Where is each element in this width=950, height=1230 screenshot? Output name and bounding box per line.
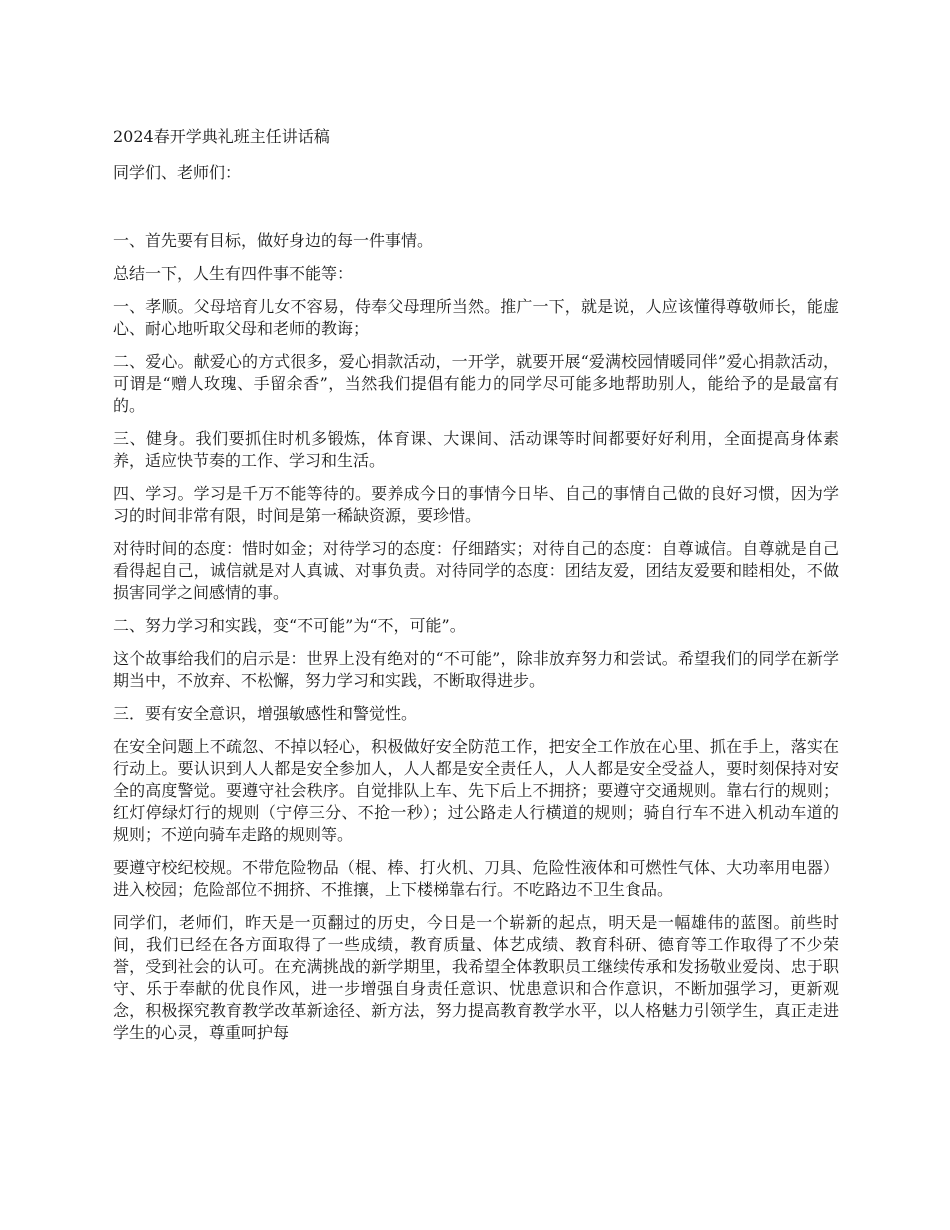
paragraph-closing: 同学们，老师们，昨天是一页翻过的历史，今日是一个崭新的起点，明天是一幅雄伟的蓝图。前些时间，我们已经在各方面取得了一些成绩，教育质量、体艺成绩、教育科研、德育等工作取得了不少荣誉，受到社会的认可。在充满挑战的新学期里，我希望全体教职员工继续传承和发扬敬业爱岗、忠于职守、乐于奉献的优良作风，进一步增强自身责任意识、忧患意识和合作意识，不断加强学习，更新观念，积极探究教育教学改革新途径、新方法，努力提高教育教学水平，以人格魅力引领学生，真正走进学生的心灵，尊重呵护每 bbox=[113, 913, 839, 1042]
paragraph-filial-piety: 一、孝顺。父母培育儿女不容易，侍奉父母理所当然。推广一下，就是说，人应该懂得尊敬师长，能虚心、耐心地听取父母和老师的教诲； bbox=[113, 297, 839, 338]
paragraph-goal-heading: 一、首先要有目标，做好身边的每一件事情。 bbox=[113, 231, 434, 250]
paragraph-four-things: 总结一下，人生有四件事不能等： bbox=[113, 264, 354, 283]
paragraph-practice-heading: 二、努力学习和实践，变“不可能”为“不，可能”。 bbox=[113, 616, 466, 635]
paragraph-kindness: 二、爱心。献爱心的方式很多，爱心捐款活动，一开学，就要开展“爱满校园情暖同伴”爱心捐款活动，可谓是“赠人玫瑰、手留余香”，当然我们提倡有能力的同学尽可能多地帮助别人，能给予的是最富有的。 bbox=[113, 352, 839, 415]
paragraph-story-lesson: 这个故事给我们的启示是：世界上没有绝对的“不可能”，除非放弃努力和尝试。希望我们的同学在新学期当中，不放弃、不松懈，努力学习和实践，不断取得进步。 bbox=[113, 649, 839, 690]
greeting: 同学们、老师们： bbox=[113, 163, 242, 182]
paragraph-safety-rules: 在安全问题上不疏忽、不掉以轻心，积极做好安全防范工作，把安全工作放在心里、抓在手上，落实在行动上。要认识到人人都是安全参加人，人人都是安全责任人，人人都是安全受益人，要时刻保持对安全的高度警觉。要遵守社会秩序。自觉排队上车、先下后上不拥挤；要遵守交通规则。靠右行的规则；红灯停绿灯行的规则（宁停三分、不抢一秒）；过公路走人行横道的规则；骑自行车不进入机动车道的规则；不逆向骑车走路的规则等。 bbox=[113, 737, 839, 844]
paragraph-safety-heading: 三．要有安全意识，增强敏感性和警觉性。 bbox=[113, 704, 418, 723]
document-title: 2024春开学典礼班主任讲话稿 bbox=[113, 127, 330, 146]
paragraph-fitness: 三、健身。我们要抓住时机多锻炼，体育课、大课间、活动课等时间都要好好利用，全面提高身体素养，适应快节奏的工作、学习和生活。 bbox=[113, 429, 839, 470]
document-body bbox=[113, 126, 839, 1055]
paragraph-attitudes: 对待时间的态度：惜时如金；对待学习的态度：仔细踏实；对待自己的态度：自尊诚信。自尊就是自己看得起自己，诚信就是对人真诚、对事负责。对待同学的态度：团结友爱，团结友爱要和睦相处，不做损害同学之间感情的事。 bbox=[113, 539, 839, 602]
paragraph-study: 四、学习。学习是千万不能等待的。要养成今日的事情今日毕、自己的事情自己做的良好习惯，因为学习的时间非常有限，时间是第一稀缺资源，要珍惜。 bbox=[113, 484, 839, 525]
paragraph-school-rules: 要遵守校纪校规。不带危险物品（棍、棒、打火机、刀具、危险性液体和可燃性气体、大功率用电器）进入校园；危险部位不拥挤、不推攘，上下楼梯靠右行。不吃路边不卫生食品。 bbox=[113, 858, 839, 899]
